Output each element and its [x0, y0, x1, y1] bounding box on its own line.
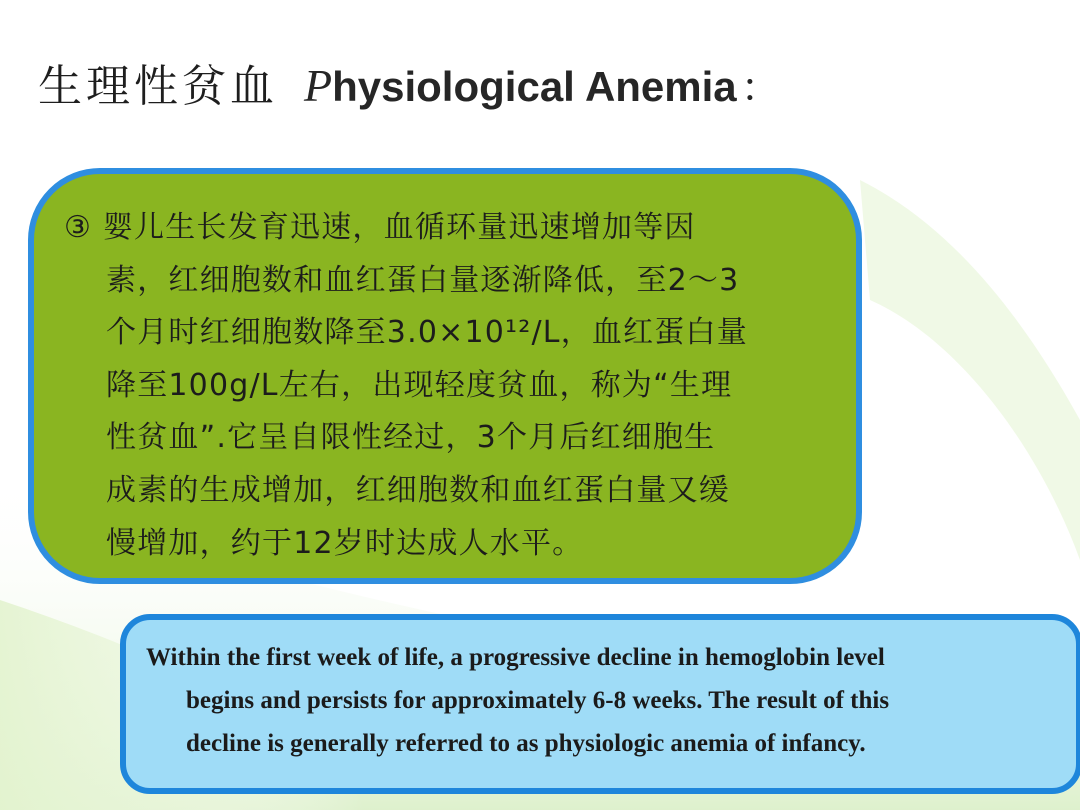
chinese-line-3: 个月时红细胞数降至3.0×10¹²/L，血红蛋白量	[106, 315, 748, 351]
title-english-rest: hysiological Anemia	[332, 63, 737, 110]
english-line-1: Within the first week of life, a progressive decline in hemoglobin level	[146, 644, 885, 671]
chinese-line-1: ③ 婴儿生长发育迅速，血循环量迅速增加等因	[64, 210, 696, 245]
english-line-3: decline is generally referred to as physiologic anemia of infancy.	[186, 730, 866, 757]
chinese-line-5: 性贫血”.它呈自限性经过，3个月后红细胞生	[106, 420, 716, 456]
slide-title	[38, 50, 781, 114]
title-colon: ：	[740, 65, 781, 111]
title-chinese: 生理性贫血	[38, 61, 278, 112]
english-line-2: begins and persists for approximately 6-8 weeks. The result of this	[186, 687, 890, 714]
chinese-line-6: 成素的生成增加，红细胞数和血红蛋白量又缓	[106, 472, 730, 508]
chinese-paragraph	[64, 202, 840, 570]
title-english-initial: P	[304, 60, 333, 111]
chinese-line-7: 慢增加，约于12岁时达成人水平。	[106, 525, 584, 561]
english-paragraph	[146, 636, 1056, 765]
chinese-line-4: 降至100g/L左右，出现轻度贫血，称为“生理	[106, 367, 733, 403]
title-english	[304, 59, 737, 112]
chinese-line-2: 素，红细胞数和血红蛋白量逐渐降低，至2～3	[106, 262, 740, 298]
